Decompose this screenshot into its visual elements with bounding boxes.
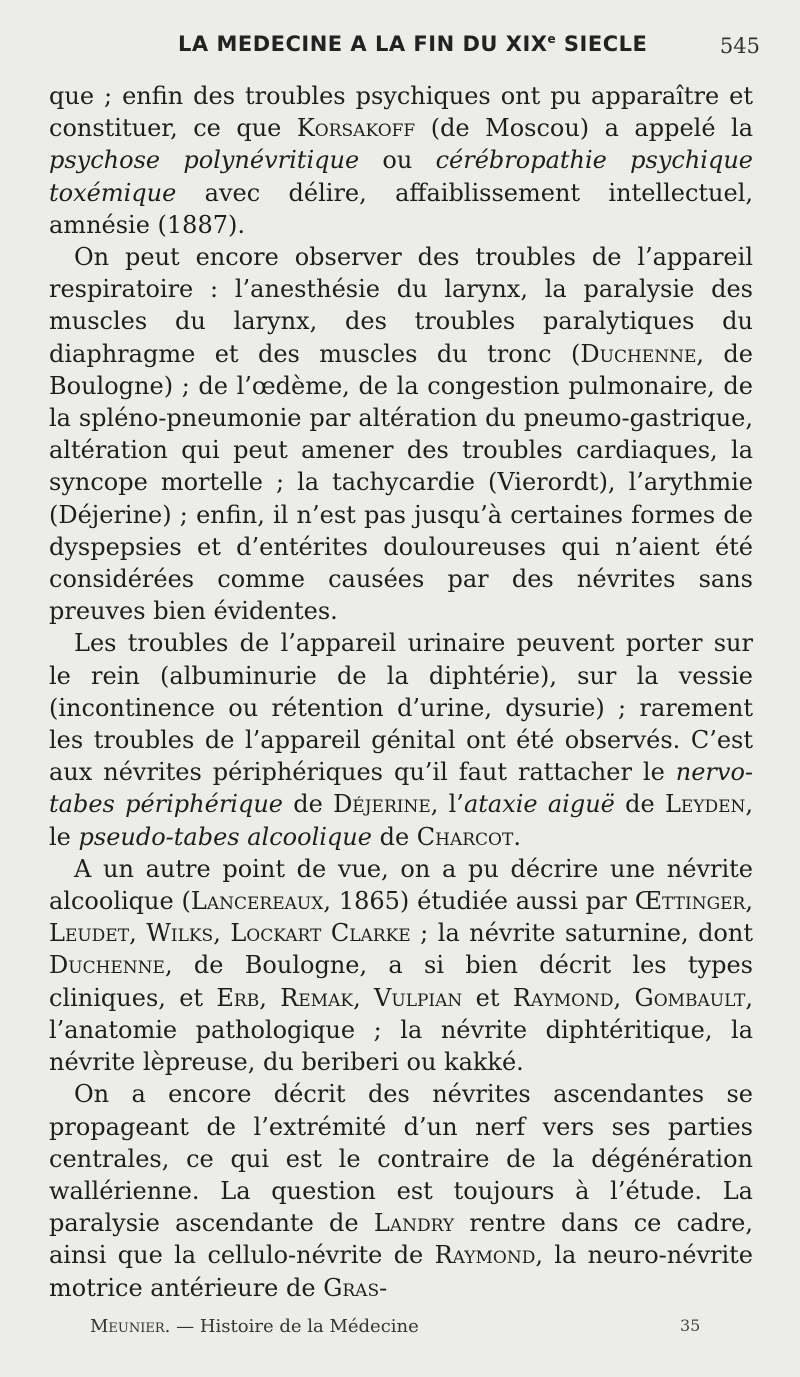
running-title-end: SIECLE bbox=[556, 32, 648, 56]
author-name: Leudet bbox=[49, 919, 130, 948]
author-name: Remak bbox=[280, 983, 354, 1012]
text-run: de bbox=[371, 822, 417, 851]
text-run: . bbox=[513, 822, 521, 851]
text-run: Les troubles de l’appareil urinaire peuvent porter sur le rein (albuminurie de la diphtérie), sur la vessie (incontinence ou rétention d’urine, dysurie) ; rarement les troubles de l’appareil génital ont été observés. C’est aux névrites périphériques qu’il faut rattacher le bbox=[49, 629, 753, 787]
running-title-superscript: e bbox=[547, 32, 557, 46]
text-run: , bbox=[353, 983, 375, 1012]
author-name: Raymond bbox=[512, 983, 614, 1012]
text-run: , de Boulogne, a si bien décrit les types cliniques, et bbox=[49, 951, 753, 1012]
running-title-main: LA MEDECINE A LA FIN DU XIX bbox=[178, 32, 548, 56]
running-head bbox=[0, 32, 800, 62]
italic-term: pseudo-tabes alcoolique bbox=[78, 822, 372, 851]
text-run: , bbox=[213, 919, 231, 948]
author-name: Leyden bbox=[664, 790, 746, 819]
author-name: Déjerine bbox=[333, 790, 431, 819]
author-name: Wilks bbox=[146, 919, 214, 948]
author-name: Duchenne bbox=[580, 339, 697, 368]
text-run: On peut encore observer des troubles de l’appareil respiratoire : l’anesthésie du larynx, la paralysie des muscles du larynx, des troubles paralytiques du diaphragme et des muscles du tronc ( bbox=[49, 243, 753, 368]
text-run: ; la névrite saturnine, dont bbox=[410, 919, 753, 948]
author-name: Lockart Clarke bbox=[230, 919, 411, 948]
text-run: que ; enfin des troubles psychiques ont pu apparaître et constituer, ce que bbox=[49, 82, 753, 143]
text-run: , bbox=[129, 919, 147, 948]
author-name: Raymond bbox=[434, 1241, 536, 1270]
text-run: , 1865) étudiée aussi par bbox=[323, 887, 635, 916]
text-run: de bbox=[614, 790, 665, 819]
italic-term: nervo-tabes périphérique bbox=[49, 758, 753, 819]
text-run: , bbox=[613, 983, 635, 1012]
footer-text bbox=[90, 1316, 419, 1337]
text-run: , bbox=[745, 887, 753, 916]
page-footer bbox=[0, 1316, 800, 1346]
author-name: Landry bbox=[373, 1209, 455, 1238]
running-title bbox=[178, 32, 647, 56]
text-run: A un autre point de vue, on a pu décrire une névrite alcoolique ( bbox=[49, 854, 753, 916]
author-name: Gras- bbox=[323, 1273, 388, 1302]
footer-author: Meunier bbox=[90, 1316, 165, 1337]
author-name: Korsakoff bbox=[296, 114, 416, 143]
paragraph-5 bbox=[49, 1078, 753, 1303]
text-run: , l’ bbox=[430, 790, 464, 819]
author-name: Duchenne bbox=[49, 951, 165, 980]
text-run: On a encore décrit des névrites ascendantes se propageant de l’extrémité d’un nerf vers ses parties centrales, ce qui est le contraire de la dégénération wallérienne. La question est toujours à l’étude. La paralysie ascendante de bbox=[49, 1080, 753, 1238]
text-run: et bbox=[462, 983, 513, 1012]
text-run: , bbox=[259, 983, 281, 1012]
text-run: de bbox=[283, 790, 334, 819]
author-name: Charcot bbox=[416, 822, 514, 851]
text-run: , la neuro-névrite motrice antérieure de bbox=[49, 1241, 753, 1302]
paragraph-2 bbox=[49, 241, 753, 627]
paragraph-1 bbox=[49, 80, 753, 241]
author-name: Vulpian bbox=[374, 983, 463, 1012]
author-name: Lancereaux bbox=[190, 887, 324, 916]
text-run: , le bbox=[49, 790, 754, 851]
italic-term: cérébropathie psychique toxémique bbox=[49, 146, 753, 207]
text-run: (de Moscou) a appelé la bbox=[415, 114, 753, 143]
text-run: avec délire, affaiblissement intellectuel, amnésie (1887). bbox=[49, 178, 753, 239]
paragraph-4 bbox=[49, 853, 753, 1078]
author-name: Erb bbox=[216, 983, 260, 1012]
text-run: rentre dans ce cadre, ainsi que la cellulo-névrite de bbox=[49, 1209, 753, 1270]
text-run: , l’anatomie pathologique ; la névrite diphtéritique, la névrite lèpreuse, du beriberi ou kakké. bbox=[49, 983, 754, 1077]
text-run: , de Boulogne) ; de l’œdème, de la congestion pulmonaire, de la spléno-pneumonie par altération du pneumo-gastrique, altération qui peut amener des troubles cardiaques, la syncope mortelle ; la tachycardie (Vierordt), l’arythmie (Déjerine) ; enfin, il n’est pas jusqu’à certaines formes de dyspepsies et d’entérites douloureuses qui n’aient été considérées comme causées par des névrites sans preuves bien évidentes. bbox=[49, 339, 753, 626]
author-name: Gombault bbox=[634, 983, 746, 1012]
text-run: ou bbox=[359, 146, 436, 175]
page-number: 545 bbox=[719, 34, 760, 58]
body-text bbox=[49, 80, 753, 1304]
footer-book-title: . — Histoire de la Médecine bbox=[164, 1316, 419, 1337]
signature-mark: 35 bbox=[680, 1316, 701, 1335]
paragraph-3 bbox=[49, 627, 753, 852]
italic-term: psychose polynévritique bbox=[49, 146, 360, 175]
italic-term: ataxie aiguë bbox=[463, 790, 615, 819]
author-name: Œttinger bbox=[634, 887, 746, 916]
